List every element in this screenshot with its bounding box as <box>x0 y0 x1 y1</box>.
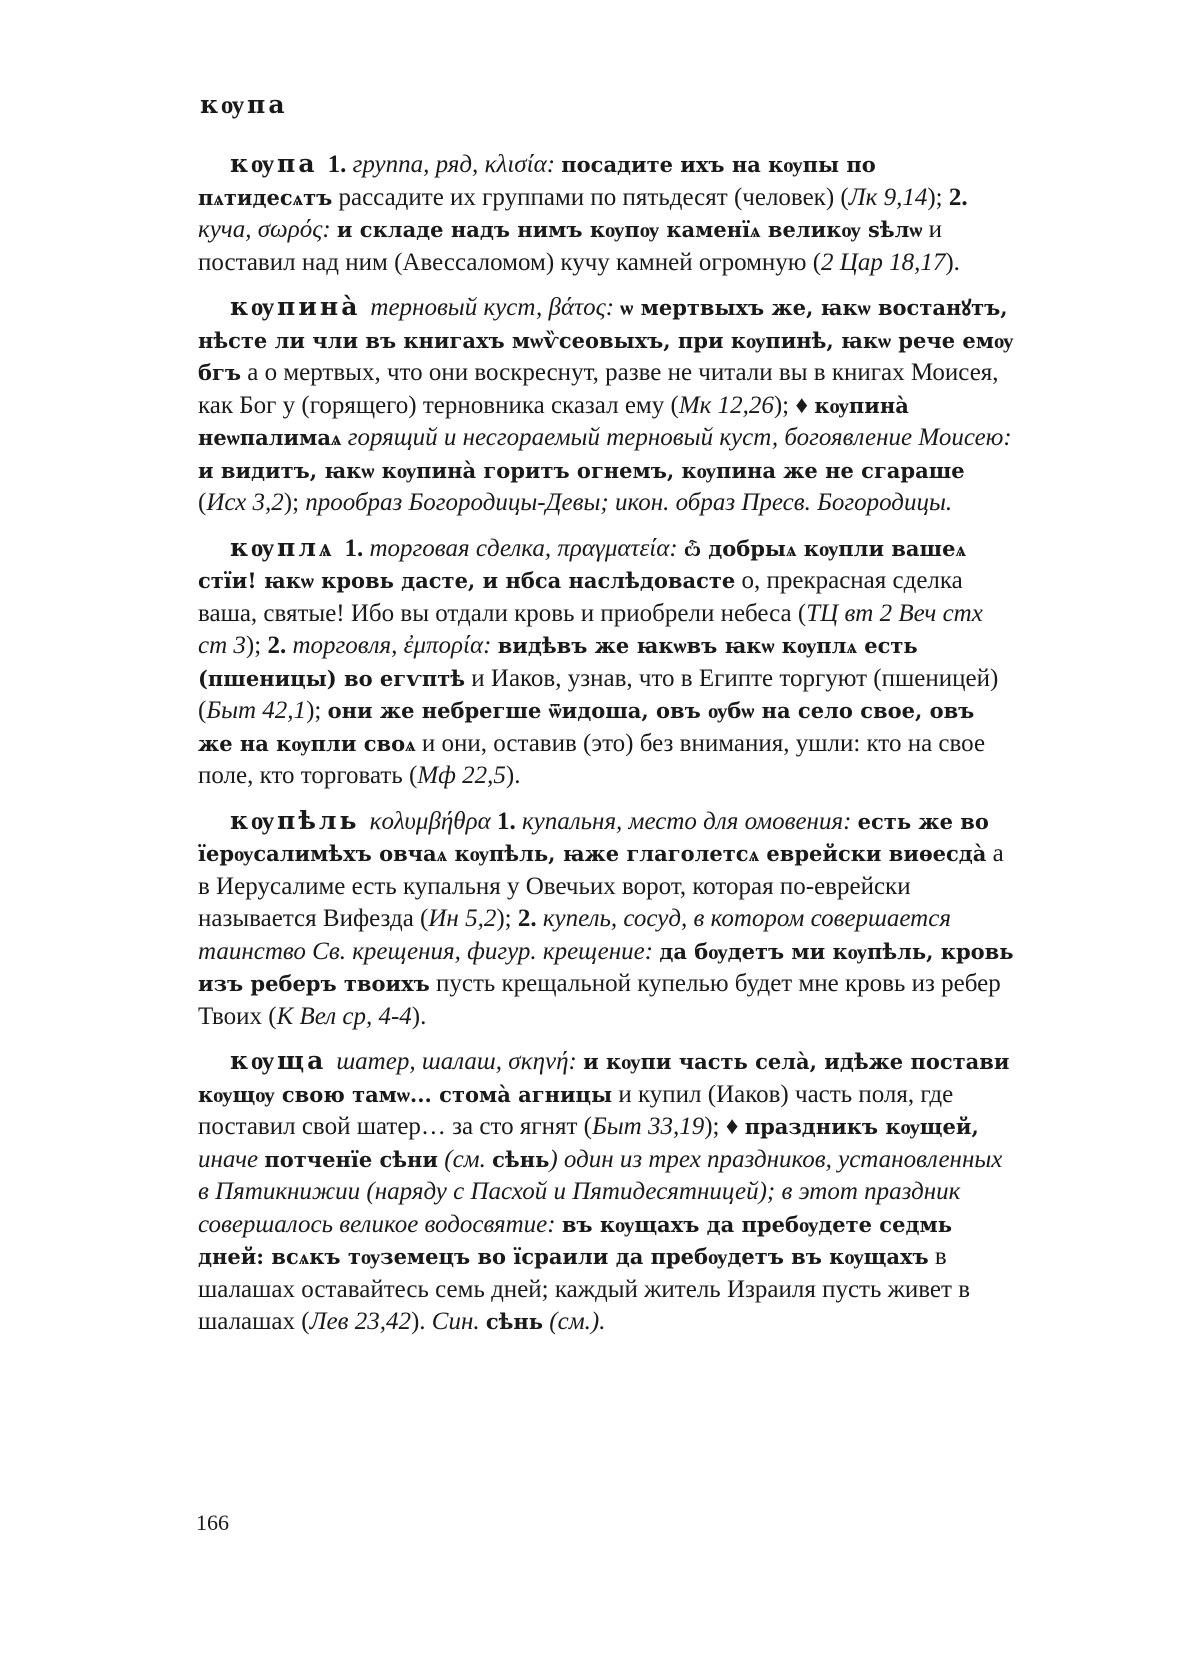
entry-headword: кѹпѣль <box>230 805 360 835</box>
russian-text: и они, оставив (это) без внимания, ушли: кто на свое поле, кто торговать ( <box>198 729 986 789</box>
italic-text: прообраз Богородицы-Девы; икон. образ Пресв. Богородицы. <box>305 489 953 516</box>
church-slavonic-text: въ кѹщахъ да пребѹдете седмь дней: всѧкъ тѹземецъ во їсраили да пребѹдетъ въ кѹщахъ <box>198 1211 952 1269</box>
italic-text: группа, ряд, <box>352 151 479 178</box>
church-slavonic-text: есть же во їерѹсалимѣхъ овчаѧ кѹпѣль, ꙗже глаголетсѧ еврейски виѳесда̀ <box>198 808 989 866</box>
sense-number: 2. <box>267 632 287 659</box>
church-slavonic-text: праздникъ кѹщей, <box>744 1114 979 1139</box>
dictionary-entry <box>198 291 1016 520</box>
entry-headword: кѹплѧ <box>230 532 335 562</box>
russian-text: ); <box>927 183 949 211</box>
italic-text: Исх 3,2 <box>206 489 284 516</box>
running-head: кѹпа <box>200 90 288 119</box>
russian-text: и поставил над ним (Авессаломом) кучу камней огромную ( <box>198 216 943 276</box>
russian-text: ). <box>411 1002 427 1030</box>
russian-text: ); <box>245 632 268 659</box>
church-slavonic-text: посадите ихъ на кѹпы по пѧтидесѧтъ <box>198 152 876 210</box>
dictionary-entry <box>198 148 1016 279</box>
church-slavonic-text: кѹпина̀ неѡпалимаѧ <box>198 392 909 450</box>
italic-text: иначе <box>198 1145 259 1173</box>
russian-text: о, прекрасная сделка ваша, святые! Ибо вы отдали кровь и приобрели небеса ( <box>198 567 963 627</box>
italic-text: шатер, шалаш, <box>336 1048 503 1075</box>
entries-column <box>198 148 1016 1351</box>
italic-text: терновый куст, <box>370 294 543 321</box>
church-slavonic-text: и складе надъ нимъ кѹпѹ каменїѧ великѹ ѕѣлѡ <box>336 217 923 242</box>
church-slavonic-text: сѣнь <box>492 1146 550 1172</box>
russian-text: ). <box>505 762 521 789</box>
italic-text: купальня, место для омовения: <box>521 807 852 835</box>
russian-text: ); <box>306 697 328 724</box>
italic-text: (см. <box>444 1145 486 1173</box>
sense-number: 1. <box>327 151 347 178</box>
italic-text: торговая сделка, <box>369 534 552 562</box>
russian-text: а о мертвых, что они воскреснут, разве не читали вы в книгах Моисея, как Бог у (горящего) терновника сказал ему ( <box>198 359 999 419</box>
italic-text: горящий и несгораемый терновый куст, богоявление Моисею: <box>347 424 1012 451</box>
greek-word: κολυμβήθρα <box>369 807 491 835</box>
italic-text: Быт 42,1 <box>206 697 307 724</box>
italic-text: Син. <box>431 1308 480 1335</box>
entry-headword: кѹща <box>230 1046 327 1075</box>
greek-word: βάτος: <box>548 294 615 321</box>
church-slavonic-text: видѣвъ же ꙗкѡвъ ꙗкѡ кѹплѧ есть (пшеницы) во егѵптѣ <box>198 633 918 691</box>
church-slavonic-text: они же небрегше ѿидоша, овъ ѹбѡ на село свое, овъ же на кѹпли своѧ <box>198 698 975 756</box>
italic-text: Мк 12,26 <box>678 391 774 419</box>
italic-text: К Вел ср, 4-4 <box>276 1002 412 1030</box>
russian-text: ); <box>283 489 306 516</box>
dictionary-entry <box>198 1045 1016 1339</box>
russian-text: ( <box>198 489 207 516</box>
greek-word: κλισία: <box>484 151 556 178</box>
page-number: 166 <box>196 1510 229 1535</box>
russian-text: ). <box>410 1308 432 1335</box>
greek-word: ἐμπορία: <box>403 632 492 659</box>
italic-text: ) один из трех праздников, установленных в Пятикнижии (наряду с Пасхой и Пятидесятницей); в этот праздник совершалось великое водосвятие: <box>198 1145 1003 1238</box>
sense-number: 1. <box>344 534 364 562</box>
church-slavonic-text: потченїе сѣни <box>264 1146 438 1172</box>
italic-text: Ин 5,2 <box>428 905 497 932</box>
italic-text: купель, сосуд, в котором совершается таинство Св. крещения, фигур. крещение: <box>198 905 951 965</box>
russian-text: рассадите их группами по пятьдесят (человек) ( <box>332 183 849 211</box>
russian-text: пусть крещальной купелью будет мне кровь из ребер Твоих ( <box>198 970 1001 1030</box>
italic-text: 2 Цар 18,17 <box>821 248 946 276</box>
entry-headword: кѹпа <box>230 149 318 178</box>
italic-text: (см.). <box>549 1308 606 1335</box>
russian-text: ); <box>496 905 518 932</box>
entry-headword: кѹпина̀ <box>230 292 361 321</box>
church-slavonic-text: ѽ добрыѧ кѹпли вашеѧ стїи! ꙗкѡ кровь дасте, и нбса наслѣдовасте <box>198 535 966 593</box>
italic-text: Быт 33,19 <box>591 1113 705 1140</box>
greek-word: πραγματεία: <box>557 534 678 562</box>
italic-text: Лк 9,14 <box>848 183 928 211</box>
church-slavonic-text: да бѹдетъ ми кѹпѣль, кровь изъ реберъ твоихъ <box>198 938 1014 996</box>
russian-text: ); ♦ <box>773 391 815 419</box>
greek-word: σωρός: <box>257 216 331 243</box>
church-slavonic-text: и кѹпи часть села̀, идѣже постави кѹщѹ свою тамѡ... стома̀ агницы <box>198 1049 1010 1107</box>
italic-text: ТЦ вт 2 Веч стх ст 3 <box>198 599 983 659</box>
sense-number: 2. <box>517 905 537 932</box>
italic-text: куча, <box>198 216 252 243</box>
greek-word: σκηνή: <box>508 1048 577 1075</box>
russian-text: в шалашах оставайтесь семь дней; каждый житель Израиля пусть живет в шалашах ( <box>198 1243 971 1335</box>
russian-text: и купил (Иаков) часть поля, где поставил свой шатер… за сто ягнят ( <box>198 1080 954 1140</box>
dictionary-entry <box>198 532 1016 793</box>
russian-text: ); ♦ <box>704 1113 745 1140</box>
sense-number: 1. <box>496 807 516 835</box>
church-slavonic-text: сѣнь <box>485 1309 544 1334</box>
sense-number: 2. <box>948 183 968 211</box>
italic-text: Мф 22,5 <box>417 762 506 789</box>
dictionary-entry <box>198 805 1016 1034</box>
church-slavonic-text: ѡ мертвыхъ же, ꙗкѡ востанꙋтъ, нѣсте ли чли въ книгахъ мѡѷсеовыхъ, при кѹпинѣ, ꙗкѡ рече емѹ бгъ <box>198 295 1014 385</box>
italic-text: Лев 23,42 <box>309 1308 411 1335</box>
russian-text: ). <box>945 248 960 276</box>
church-slavonic-text: и видитъ, ꙗкѡ кѹпина̀ горитъ огнемъ, кѹпина же не сгараше <box>198 457 965 483</box>
italic-text: торговля, <box>292 632 398 659</box>
russian-text: и Иаков, узнав, что в Египте торгуют (пшеницей) ( <box>198 664 999 724</box>
russian-text: а в Иерусалиме есть купальня у Овечьих ворот, которая по-еврейски называется Вифезда ( <box>198 840 1004 932</box>
